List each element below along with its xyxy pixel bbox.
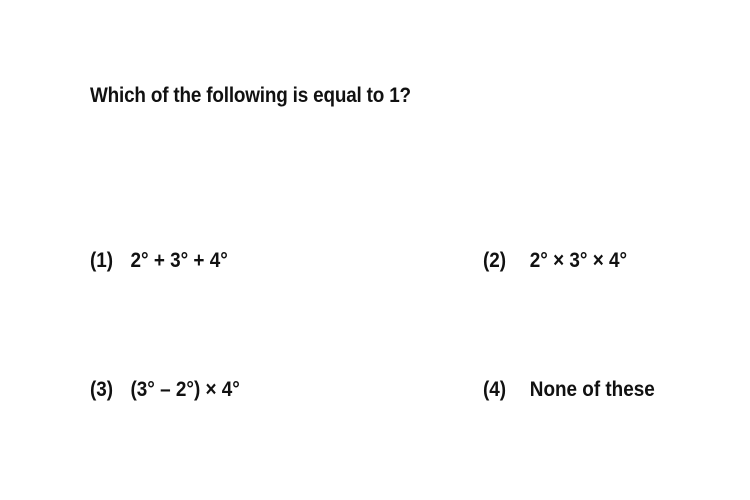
option-2 bbox=[483, 249, 627, 273]
option-4 bbox=[483, 378, 655, 402]
option-1 bbox=[90, 249, 228, 273]
option-number: (2) bbox=[483, 249, 507, 272]
option-number: (3) bbox=[90, 378, 114, 401]
question-text: Which of the following is equal to 1? bbox=[90, 84, 411, 107]
option-text: 2° × 3° × 4° bbox=[529, 249, 628, 272]
option-text: (3° – 2°) × 4° bbox=[130, 378, 240, 401]
option-number: (4) bbox=[483, 378, 507, 401]
option-text: 2° + 3° + 4° bbox=[130, 249, 228, 272]
option-text: None of these bbox=[529, 378, 655, 401]
option-3 bbox=[90, 378, 240, 402]
option-number: (1) bbox=[90, 249, 114, 272]
